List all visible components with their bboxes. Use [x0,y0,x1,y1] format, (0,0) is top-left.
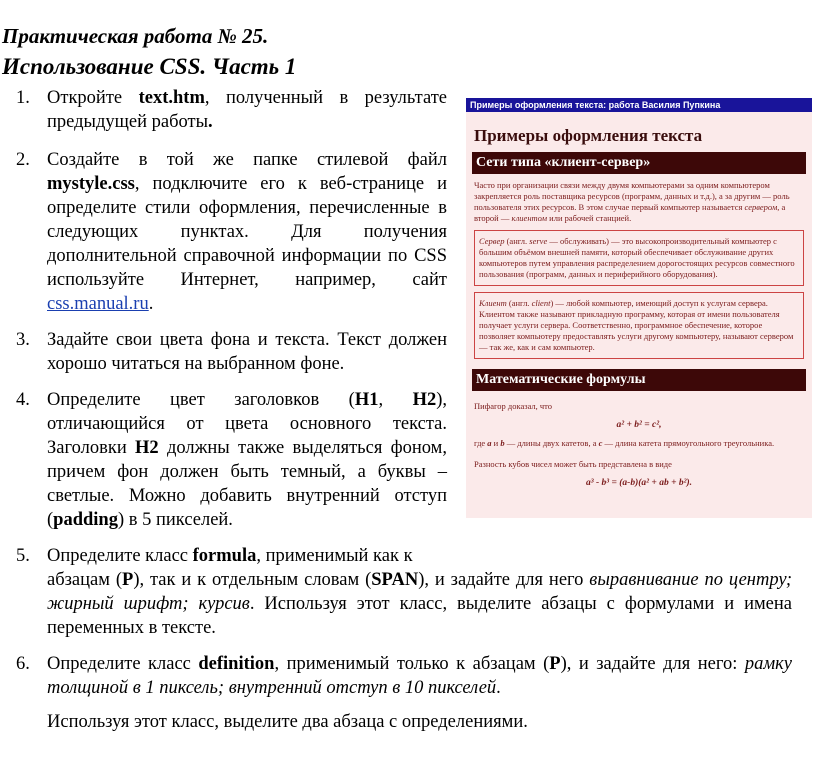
example-h2-math: Математические формулы [472,369,806,391]
example-h2-networks: Сети типа «клиент-сервер» [472,152,806,174]
closing-paragraph: Используя этот класс, выделите два абзаца с определениями. [47,712,528,732]
formula-pythagoras: a² + b² = c², [616,420,662,430]
example-paragraph: Часто при организации связи между двумя компьютерами за одним компьютером закрепляется роль поставщика ресурсов (программ, данных и т.д.), а за другим — роль пользователя этих ресурсов. В этом случае первый компьютер называется сервером, а второй — клиентом или рабочей станцией. [474,180,790,223]
list-item: 5. Определите класс formula, применимый как к абзацам (P), так и к отдельным словам (SPAN), и задайте для него выравнивание по центру; жирный шрифт; курсив. Используя этот класс, выделите абзацы с формулами и имена переменных в тексте. [16,546,793,638]
example-paragraph: Разность кубов чисел может быть представлена в виде [474,459,672,469]
css-manual-link[interactable]: css.manual.ru [47,294,149,314]
list-item: 6. Определите класс definition, применимый только к абзацам (P), и задайте для него: рамку толщиной в 1 пиксель; внутренний отступ в 10 пикселей. [16,654,793,698]
item-number: 3. [16,330,30,350]
example-page-screenshot [466,98,812,518]
item-number: 1. [16,88,30,108]
window-titlebar: Примеры оформления текста: работа Василия Пупкина [466,98,812,112]
example-paragraph: Пифагор доказал, что [474,401,553,411]
item-number: 2. [16,150,30,170]
definition-server: Сервер (англ. serve — обслуживать) — это высокопроизводительный компьютер с большим объёмом внешней памяти, который обеспечивает обслуживание других компьютеров путем управления распределением дорогостоящих ресурсов совместного пользования (программ, данных и периферийного оборудования). [474,230,804,286]
list-item: 2. Создайте в той же папке стилевой файл mystyle.css, подключите его к веб-странице и определите стили оформления, перечисленные в следующих пунктах. Для получения дополнительной справочной информации по CSS используйте Интернет, например, сайт css.manual.ru. [16,150,447,314]
list-item: 3. Задайте свои цвета фона и текста. Текст должен хорошо читаться на выбранном фоне. [16,330,447,374]
item-number: 5. [16,546,30,566]
example-paragraph: где a и b — длины двух катетов, а c — длина катета прямоугольного треугольника. [474,438,775,448]
practical-work-title: Практическая работа № 25. [2,24,269,48]
definition-client: Клиент (англ. client) — любой компьютер, имеющий доступ к услугам сервера. Клиентом также называют прикладную программу, которая от имени пользователя получает услуги сервера. Соответственно, программное обеспечение, которое позволяет компьютеру предоставлять услуги другому компьютеру, называют сервером — так же, как и сам компьютер. [474,292,804,359]
list-item: 1. Откройте text.htm, полученный в результате предыдущей работы. [16,88,447,132]
item-number: 6. [16,654,30,674]
formula-cubes: a³ - b³ = (a-b)(a² + ab + b²). [586,478,692,488]
example-h1: Примеры оформления текста [474,126,703,145]
topic-title: Использование CSS. Часть 1 [2,54,297,79]
item-number: 4. [16,390,30,410]
list-item: 4. Определите цвет заголовков (H1, H2), отличающийся от цвета основного текста. Заголовки H2 должны также выделяться фоном, причем фон должен быть темный, а буквы – светлые. Можно добавить внутренний отступ (padding) в 5 пикселей. [16,390,447,530]
